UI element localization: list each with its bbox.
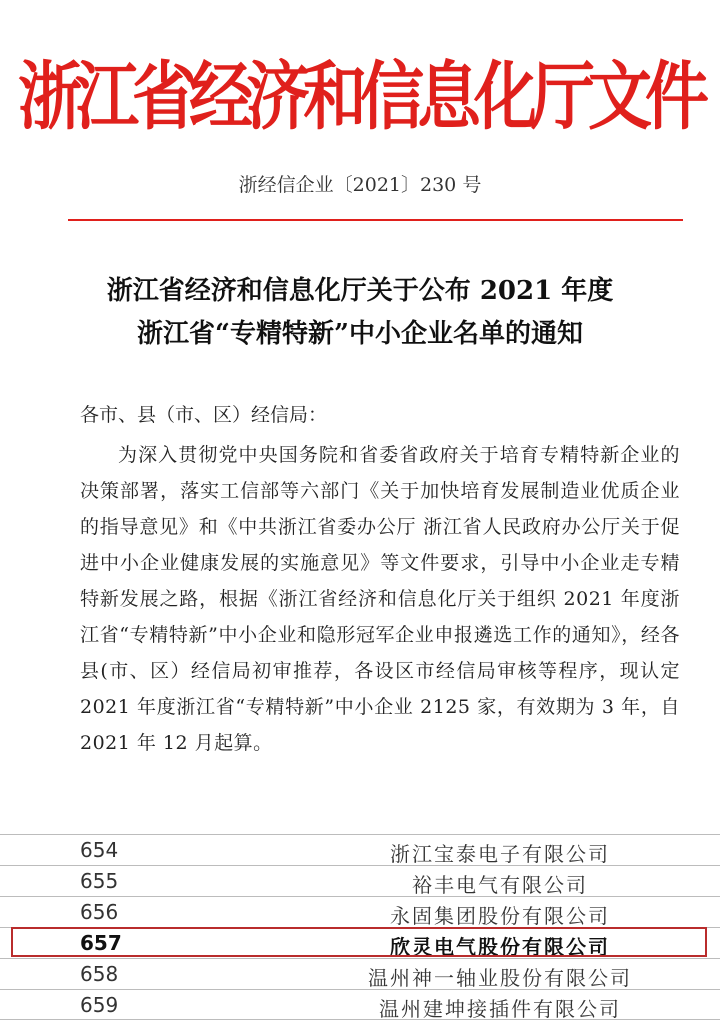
body-paragraph — [80, 437, 680, 761]
row-number: 658 — [80, 962, 119, 986]
notice-title — [0, 270, 720, 356]
row-number: 654 — [80, 838, 119, 862]
company-name: 浙江宝泰电子有限公司 — [390, 842, 610, 866]
row-number: 655 — [80, 869, 119, 893]
table-row — [0, 865, 720, 896]
notice-title-line2: 浙江省“专精特新”中小企业名单的通知 — [137, 319, 583, 349]
notice-title-line1: 浙江省经济和信息化厅关于公布 2021 年度 — [106, 276, 614, 306]
company-name: 永固集团股份有限公司 — [390, 904, 610, 928]
table-row — [0, 834, 720, 865]
company-name: 裕丰电气有限公司 — [412, 873, 588, 897]
row-number: 657 — [80, 931, 122, 955]
table-row — [0, 989, 720, 1020]
highlight-box — [11, 927, 707, 957]
table-row — [0, 958, 720, 989]
document-number: 浙经信企业〔2021〕230 号 — [238, 174, 482, 196]
company-name: 欣灵电气股份有限公司 — [390, 935, 610, 959]
row-number: 659 — [80, 993, 119, 1017]
company-name: 温州神一轴业股份有限公司 — [368, 966, 632, 990]
row-number: 656 — [80, 900, 119, 924]
company-name: 温州建坤接插件有限公司 — [379, 997, 621, 1021]
table-row — [0, 896, 720, 927]
header-divider — [68, 219, 683, 221]
body-paragraph-text: 为深入贯彻党中央国务院和省委省政府关于培育专精特新企业的决策部署，落实工信部等六部门《关于加快培育发展制造业优质企业的指导意见》和《中共浙江省委办公厅 浙江省人民政府办公厅关于促进中小企业健康发展的实施意见》等文件要求，引导中小企业走专精特新发展之路，根据《浙江省经济和信息化厅关于组织 2021 年度浙江省“专精特新”中小企业和隐形冠军企业申报遴选工作的通知》，经各县(市、区）经信局初审推荐，各设区市经信局审核等程序，现认定 2021 年度浙江省“专精特新”中小企业 2125 家，有效期为 3 年，自 2021 年 12 月起算。 — [80, 444, 680, 754]
document-header: 浙江省经济和信息化厅文件 — [18, 55, 702, 141]
salutation: 各市、县（市、区）经信局： — [80, 404, 328, 426]
